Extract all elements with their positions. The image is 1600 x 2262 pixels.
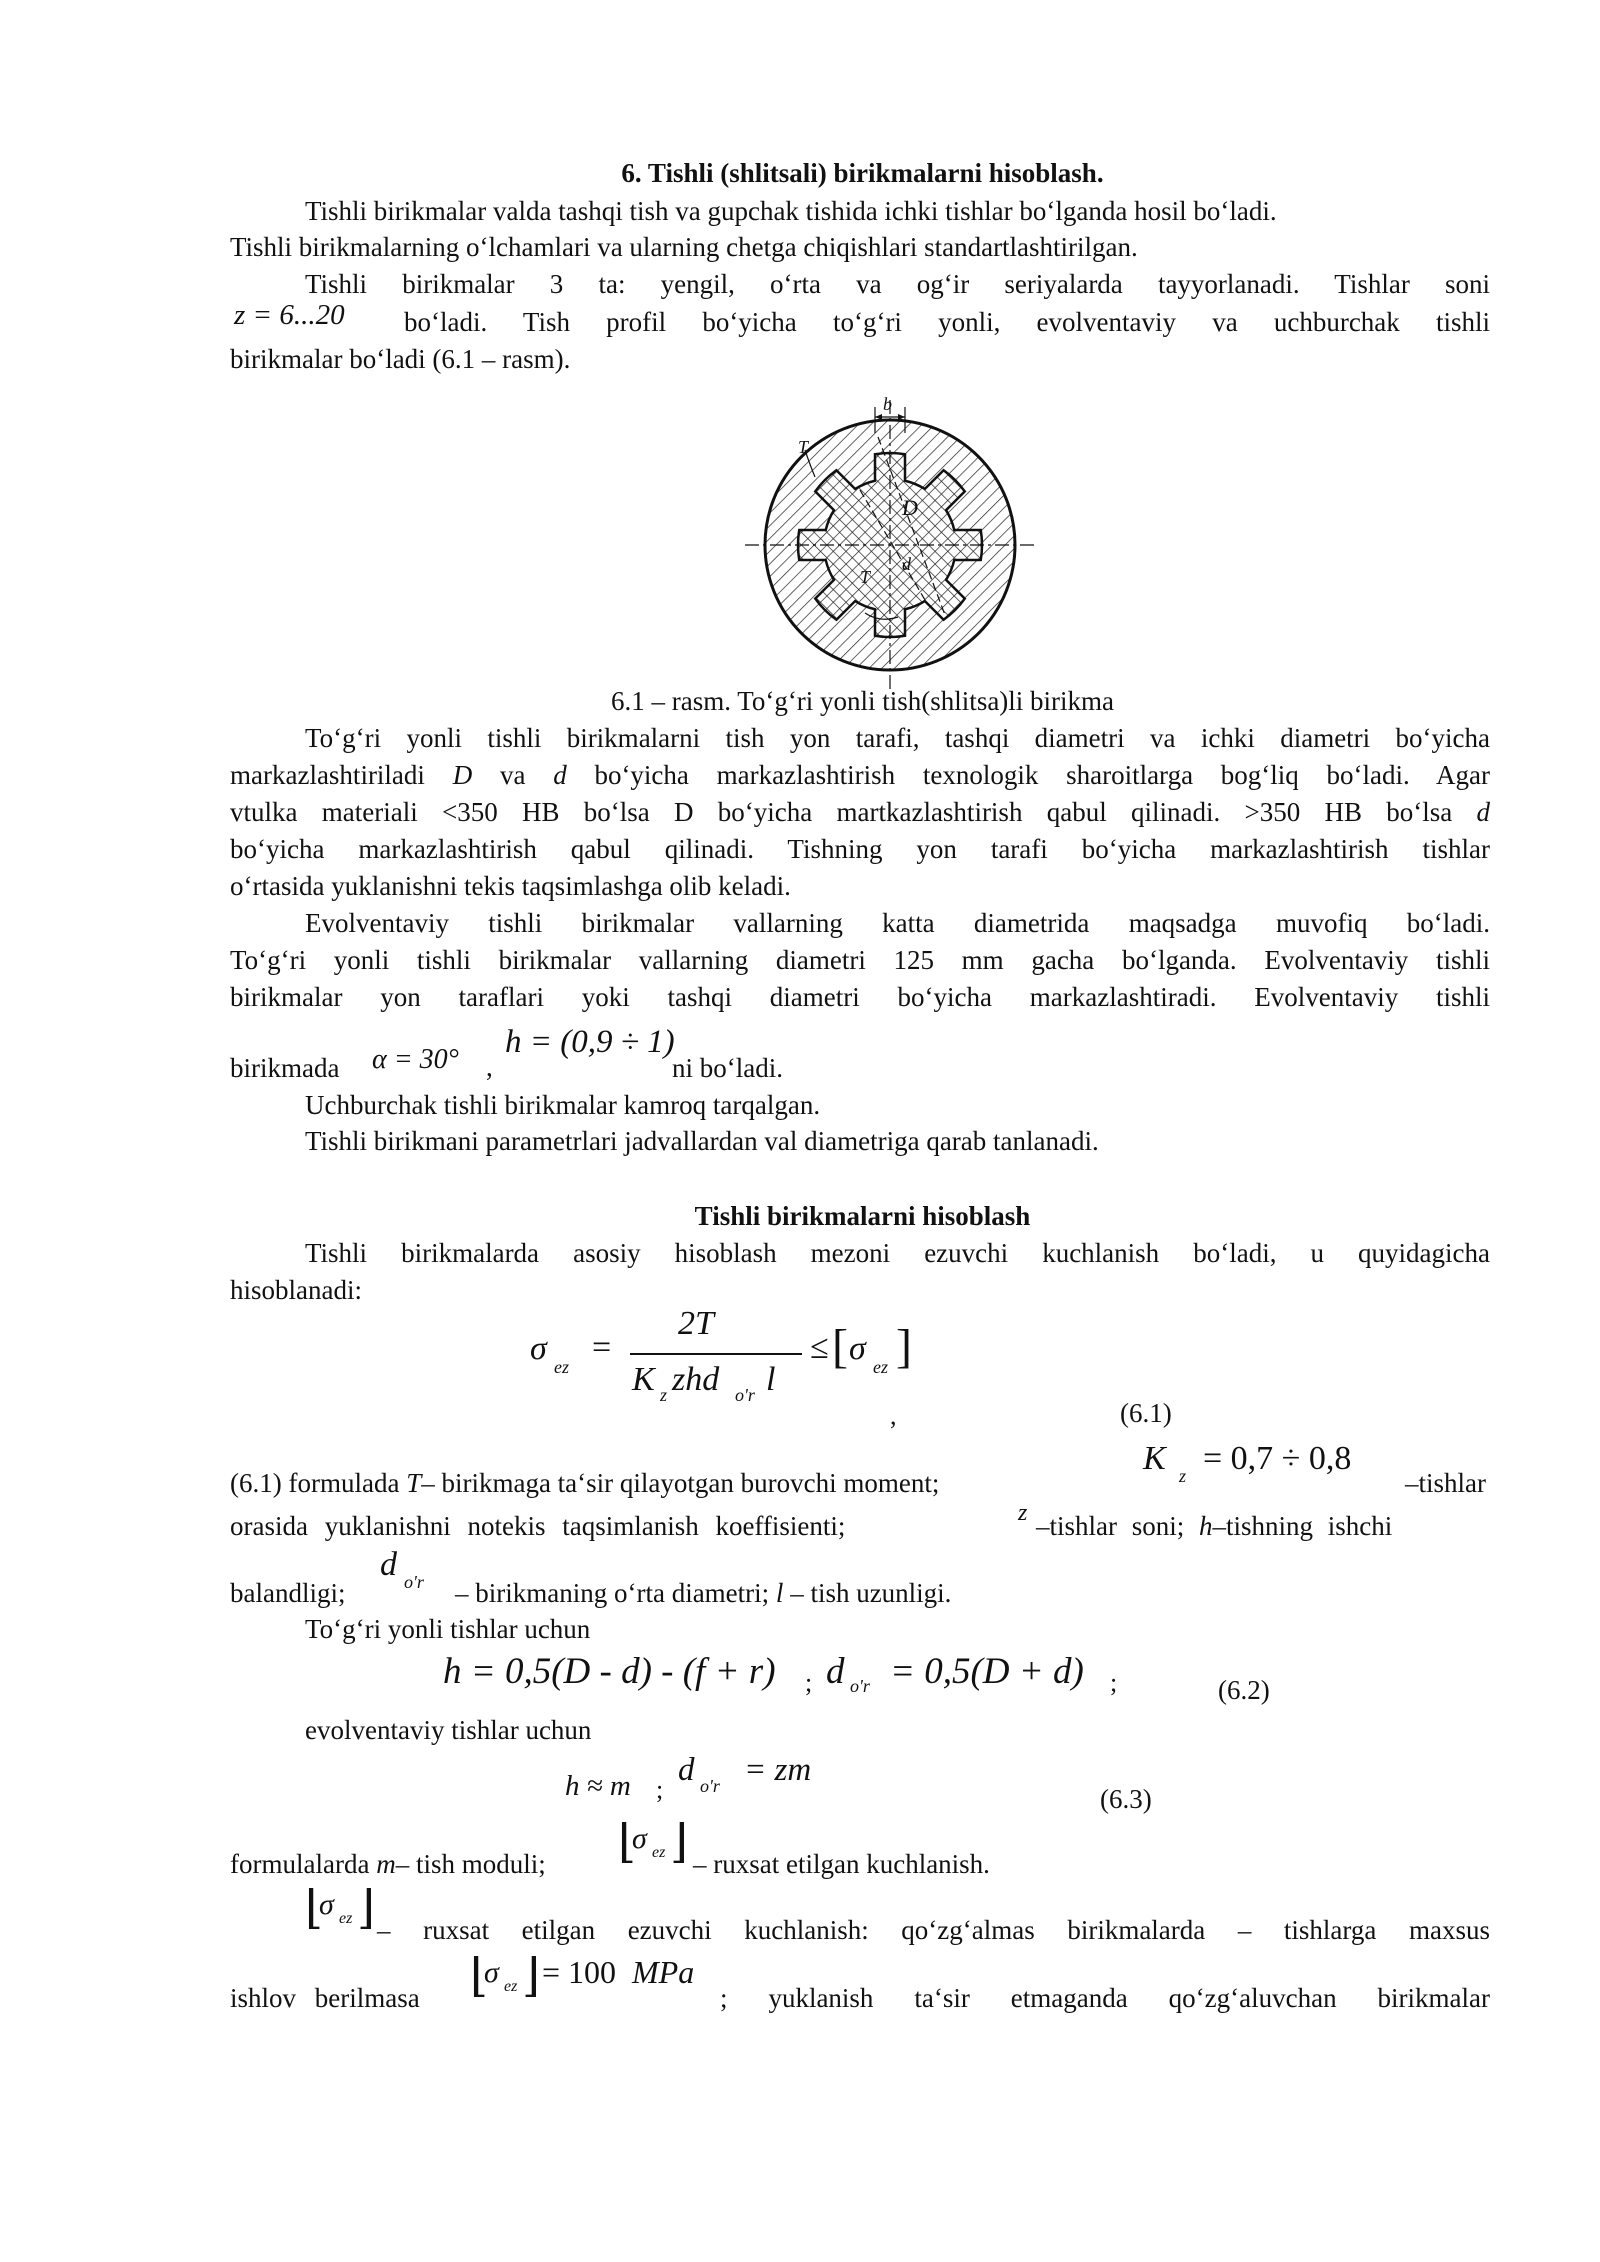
paragraph-6: Tishli birikmani parametrlari jadvallardan val diametriga qarab tanlanadi. bbox=[305, 1126, 1099, 1156]
formula-sigma-ez-allowed-2: ⌊ σ ez ⌋ bbox=[305, 1882, 375, 1933]
calc-heading: Tishli birikmalarni hisoblash bbox=[694, 1201, 1031, 1231]
paragraph-4-line-4-end: ni bo‘ladi. bbox=[672, 1053, 783, 1083]
paragraph-4-line-1: Evolventaviy tishli birikmalar vallarning katta diametrida maqsadga muvofiq bo‘ladi. bbox=[305, 908, 1490, 938]
fig-label-d-inner: d bbox=[902, 554, 911, 574]
tail-line-3-start: ishlov berilmasa bbox=[230, 1983, 420, 2013]
paragraph-3-line-3: vtulka materiali <350 HB bo‘lsa D bo‘yicha martkazlashtirish qabul qilinadi. >350 HB bo‘lsa d bbox=[230, 797, 1490, 827]
tail-line-2: – ruxsat etilgan ezuvchi kuchlanish: qo‘zg‘almas birikmalarda – tishlarga maxsus bbox=[377, 1915, 1490, 1945]
tail-line-1-start: formulalarda m– tish moduli; bbox=[230, 1849, 546, 1879]
eq-6-2-intro: To‘g‘ri yonli tishlar uchun bbox=[305, 1614, 591, 1644]
paragraph-1-line-2: Tishli birikmalarning o‘lchamlari va ularning chetga chiqishlari standartlashtirilgan. bbox=[230, 232, 1138, 262]
paragraph-2-line-1: Tishli birikmalar 3 ta: yengil, o‘rta va og‘ir seriyalarda tayyorlanadi. Tishlar soni bbox=[305, 269, 1490, 299]
equation-6-3-number: (6.3) bbox=[1100, 1784, 1152, 1814]
tail-line-3-end: ; yuklanish ta‘sir etmaganda qo‘zg‘aluvchan birikmalar bbox=[720, 1983, 1490, 2013]
section-title: 6. Tishli (shlitsali) birikmalarni hisoblash. bbox=[621, 158, 1104, 188]
paragraph-3-line-2: markazlashtiriladi D va d bo‘yicha markazlashtirish texnologik sharoitlarga bog‘liq bo‘ladi. Agar bbox=[230, 760, 1491, 790]
desc-line-3-start: balandligi; bbox=[230, 1578, 346, 1608]
fig-label-d-outer: D bbox=[902, 495, 918, 520]
formula-alpha: α = 30° bbox=[372, 1044, 459, 1075]
equation-6-2-dor: d o'r = 0,5(D + d) bbox=[826, 1651, 1084, 1696]
formula-kz: K z = 0,7 ÷ 0,8 bbox=[1143, 1440, 1352, 1486]
figure-caption: 6.1 – rasm. To‘g‘ri yonli tish(shlitsa)li birikma bbox=[610, 686, 1115, 716]
formula-dor: d o'r bbox=[380, 1546, 424, 1592]
desc-line-2-start: orasida yuklanishni notekis taqsimlanish koeffisienti; bbox=[230, 1511, 846, 1541]
equation-6-1: σ ez = 2T K z zhd o'r l ≤ [ σ ez ] , bbox=[530, 1305, 912, 1430]
paragraph-2-line-2: bo‘ladi. Tish profil bo‘yicha to‘g‘ri yonli, evolventaviy va uchburchak tishli bbox=[404, 307, 1490, 337]
desc-line-1-end: –tishlar bbox=[1405, 1468, 1486, 1498]
spline-joint-figure bbox=[740, 395, 1040, 695]
paragraph-2-line-3: birikmalar bo‘ladi (6.1 – rasm). bbox=[230, 344, 571, 374]
paragraph-1-line-1: Tishli birikmalar valda tashqi tish va gupchak tishida ichki tishlar bo‘lganda hosil bo‘ladi. bbox=[305, 196, 1277, 226]
eq-6-3-intro: evolventaviy tishlar uchun bbox=[305, 1715, 592, 1745]
equation-6-2-number: (6.2) bbox=[1218, 1675, 1270, 1705]
desc-line-3-end: – birikmaning o‘rta diametri; l – tish uzunligi. bbox=[455, 1578, 952, 1608]
paragraph-4-line-4-start: birikmada bbox=[230, 1053, 340, 1083]
equation-6-3-semicolon: ; bbox=[656, 1775, 664, 1804]
fig-label-t-top: T bbox=[798, 437, 809, 457]
desc-line-2-end: –tishlar soni; h–tishning ishchi bbox=[1036, 1511, 1393, 1541]
equation-6-3-dor: d o'r = zm bbox=[678, 1752, 812, 1796]
formula-z-range: z = 6...20 bbox=[234, 299, 345, 331]
equation-6-2-semicolon-1: ; bbox=[805, 1668, 813, 1697]
paragraph-3-line-1: To‘g‘ri yonli tishli birikmalarni tish yon tarafi, tashqi diametri va ichki diametri bo‘yicha bbox=[305, 723, 1490, 753]
formula-comma: , bbox=[486, 1052, 493, 1082]
equation-6-3-h: h ≈ m bbox=[565, 1770, 631, 1802]
formula-sigma-ez-allowed-1: ⌊ σ ez ⌋ bbox=[618, 1816, 688, 1867]
tail-line-1-end: – ruxsat etilgan kuchlanish. bbox=[693, 1849, 990, 1879]
desc-line-1: (6.1) formulada T– birikmaga ta‘sir qilayotgan burovchi moment; bbox=[230, 1468, 940, 1498]
calc-line-1: Tishli birikmalarda asosiy hisoblash mezoni ezuvchi kuchlanish bo‘ladi, u quyidagicha bbox=[305, 1238, 1490, 1268]
formula-z: z bbox=[1018, 1500, 1028, 1526]
fig-label-t-bottom: T bbox=[860, 567, 871, 587]
paragraph-4-line-3: birikmalar yon taraflari yoki tashqi diametri bo‘yicha markazlashtiradi. Evolventaviy tishli bbox=[230, 982, 1490, 1012]
equation-6-2-h: h = 0,5(D - d) - (f + r) bbox=[443, 1651, 776, 1692]
calc-line-2: hisoblanadi: bbox=[230, 1275, 362, 1305]
paragraph-3-line-5: o‘rtasida yuklanishni tekis taqsimlashga olib keladi. bbox=[230, 871, 791, 901]
paragraph-4-line-2: To‘g‘ri yonli tishli birikmalar vallarning diametri 125 mm gacha bo‘lganda. Evolventaviy tishli bbox=[230, 945, 1490, 975]
formula-sigma-ez-100: ⌊ σ ez ⌋ = 100 MPa bbox=[470, 1950, 695, 2001]
equation-6-1-number: (6.1) bbox=[1120, 1398, 1172, 1428]
paragraph-5: Uchburchak tishli birikmalar kamroq tarqalgan. bbox=[305, 1090, 821, 1120]
equation-6-2-semicolon-2: ; bbox=[1110, 1668, 1118, 1697]
fig-label-b: b bbox=[883, 395, 892, 414]
formula-h-range: h = (0,9 ÷ 1) bbox=[505, 1024, 675, 1060]
paragraph-3-line-4: bo‘yicha markazlashtirish qabul qilinadi. Tishning yon tarafi bo‘yicha markazlashtirish tishlar bbox=[230, 834, 1490, 864]
